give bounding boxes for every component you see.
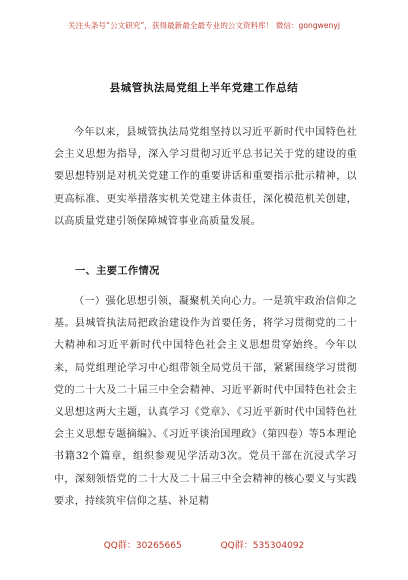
qq-group-2: QQ群：535304092 [220,541,305,551]
document-title: 县城管执法局党组上半年党建工作总结 [109,82,299,94]
intro-paragraph: 今年以来，县城管执法局党组坚持以习近平新时代中国特色社会主义思想为指导，深入学习贯彻习近平总书记关于党的建设的重要思想特别是对机关党建工作的重要讲话和重要指示批示精神，以更高标准、更实举措落实机关党建主体责任，深化模范机关创建，以高质量党建引领保障城管事业高质量发展。 [54,127,357,227]
section-heading: 一、主要工作情况 [75,266,160,277]
qq-group-1: QQ群：30265665 [103,541,182,551]
section-paragraph: （一）强化思想引领，凝聚机关向心力。一是筑牢政治信仰之基。县城管执法局把政治建设作为首要任务，将学习贯彻党的二十大精神和习近平新时代中国特色社会主义思想贯穿始终。今年以来，局党组理论学习中心组带领全局党员干部，紧紧围绕学习贯彻党的二十大及二十届三中全会精神、习近平新时代中国特色社会主义思想这两大主题，认真学习《党章》、《习近平新时代中国特色社会主义思想专题摘编》、《习近平谈治国理政》（第四卷）等5本理论书籍32个篇章，组织参观见学活动3次。党员干部在沉浸式学习中，深刻领悟党的二十大及二十届三中全会精神的核心要义与实践要求，持续筑牢信仰之基、补足精 [54,296,357,507]
promo-banner: 关注头条号“公文研究”，获得最新最全最专业的公文资料库！ 微信：gongwenyj [68,21,340,30]
footer-contact [0,538,408,551]
